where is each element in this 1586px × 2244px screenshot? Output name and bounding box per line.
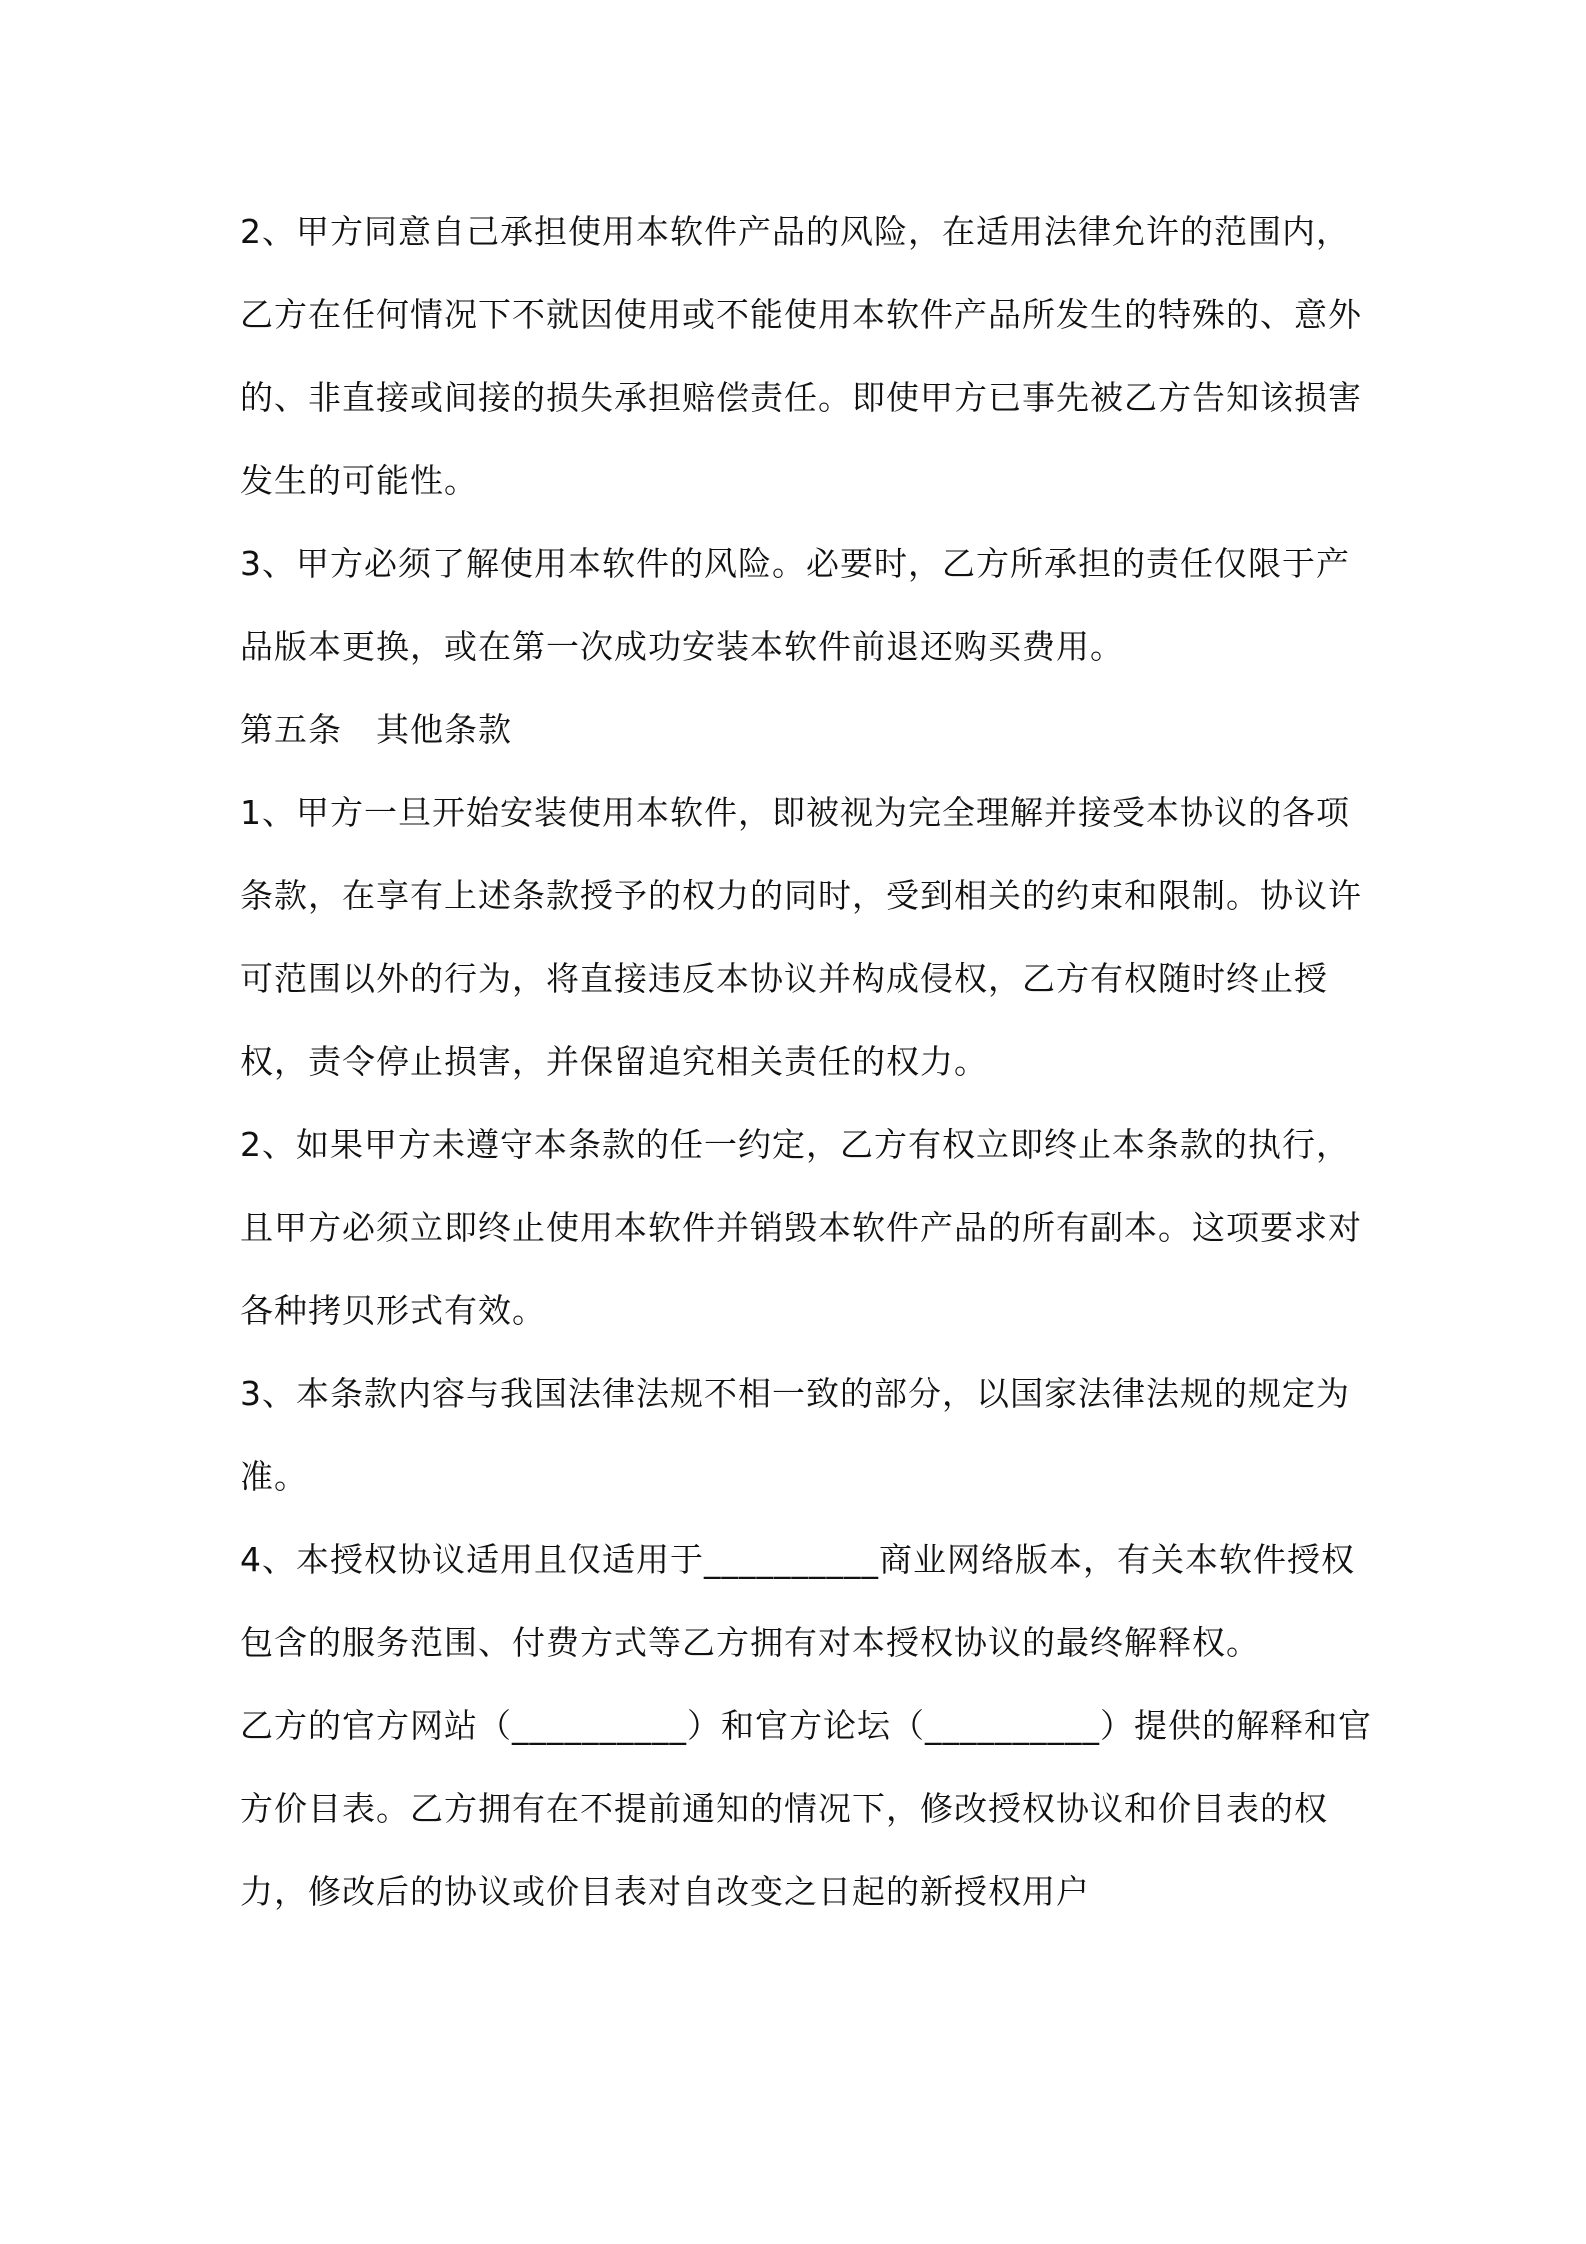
clause-paragraph: 3、甲方必须了解使用本软件的风险。必要时，乙方所承担的责任仅限于产品版本更换，或在第一次成功安装本软件前退还购买费用。 bbox=[240, 544, 1350, 666]
clause-paragraph: 2、甲方同意自己承担使用本软件产品的风险，在适用法律允许的范围内，乙方在任何情况下不就因使用或不能使用本软件产品所发生的特殊的、意外的、非直接或间接的损失承担赔偿责任。即使甲方已事先被乙方告知该损害发生的可能性。 bbox=[240, 212, 1362, 500]
clause-paragraph: 2、如果甲方未遵守本条款的任一约定，乙方有权立即终止本条款的执行，且甲方必须立即终止使用本软件并销毁本软件产品的所有副本。这项要求对各种拷贝形式有效。 bbox=[240, 1125, 1362, 1330]
clause-paragraph: 1、甲方一旦开始安装使用本软件，即被视为完全理解并接受本协议的各项条款，在享有上述条款授予的权力的同时，受到相关的约束和限制。协议许可范围以外的行为，将直接违反本协议并构成侵权，乙方有权随时终止授权，责令停止损害，并保留追究相关责任的权力。 bbox=[240, 793, 1362, 1081]
clause-paragraph: 4、本授权协议适用且仅适用于__________商业网络版本，有关本软件授权包含的服务范围、付费方式等乙方拥有对本授权协议的最终解释权。 bbox=[240, 1540, 1355, 1662]
clause-paragraph: 乙方的官方网站（__________）和官方论坛（__________）提供的解释和官方价目表。乙方拥有在不提前通知的情况下，修改授权协议和价目表的权力，修改后的协议或价目表对自改变之日起的新授权用户 bbox=[240, 1706, 1372, 1911]
clause-paragraph: 3、本条款内容与我国法律法规不相一致的部分，以国家法律法规的规定为准。 bbox=[240, 1374, 1350, 1496]
document-body bbox=[240, 190, 1375, 1933]
section-heading: 第五条 其他条款 bbox=[240, 710, 512, 749]
